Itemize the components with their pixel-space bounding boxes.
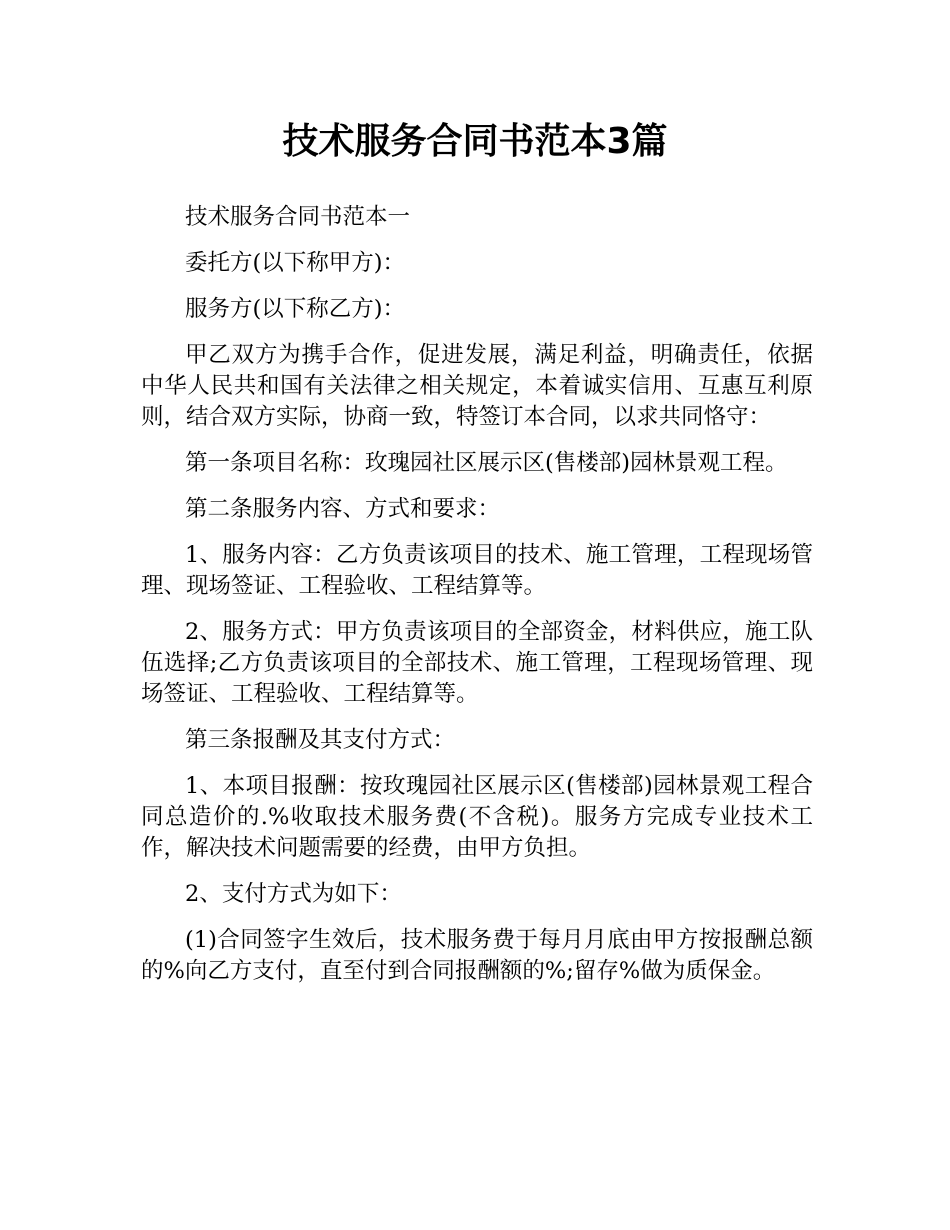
paragraph-article-1: 第一条项目名称：玫瑰园社区展示区(售楼部)园林景观工程。	[185, 450, 788, 476]
paragraph-service-content: 1、服务内容：乙方负责该项目的技术、施工管理，工程现场管理、现场签证、工程验收、工程结算等。	[141, 542, 813, 599]
paragraph-article-3: 第三条报酬及其支付方式：	[185, 727, 456, 753]
paragraph-article-2: 第二条服务内容、方式和要求：	[185, 496, 501, 522]
paragraph-preamble: 甲乙双方为携手合作，促进发展，满足利益，明确责任，依据中华人民共和国有关法律之相关规定，本着诚实信用、互惠互利原则，结合双方实际，协商一致，特签订本合同，以求共同恪守：	[141, 342, 813, 430]
paragraph-contract-heading: 技术服务合同书范本一	[185, 204, 411, 230]
document-title: 技术服务合同书范本3篇	[282, 121, 668, 162]
paragraph-payment-method: 2、支付方式为如下：	[185, 881, 402, 907]
paragraph-payment-terms: (1)合同签字生效后，技术服务费于每月月底由甲方按报酬总额的%向乙方支付，直至付到合同报酬额的%;留存%做为质保金。	[141, 927, 813, 984]
paragraph-service-method: 2、服务方式：甲方负责该项目的全部资金，材料供应，施工队伍选择;乙方负责该项目的全部技术、施工管理，工程现场管理、现场签证、工程验收、工程结算等。	[141, 619, 813, 707]
paragraph-service-party: 服务方(以下称乙方)：	[185, 296, 406, 322]
paragraph-project-fee: 1、本项目报酬：按玫瑰园社区展示区(售楼部)园林景观工程合同总造价的.%收取技术服务费(不含税)。服务方完成专业技术工作，解决技术问题需要的经费，由甲方负担。	[141, 773, 813, 861]
paragraph-client-party: 委托方(以下称甲方)：	[185, 250, 406, 276]
document-body	[141, 202, 813, 1002]
